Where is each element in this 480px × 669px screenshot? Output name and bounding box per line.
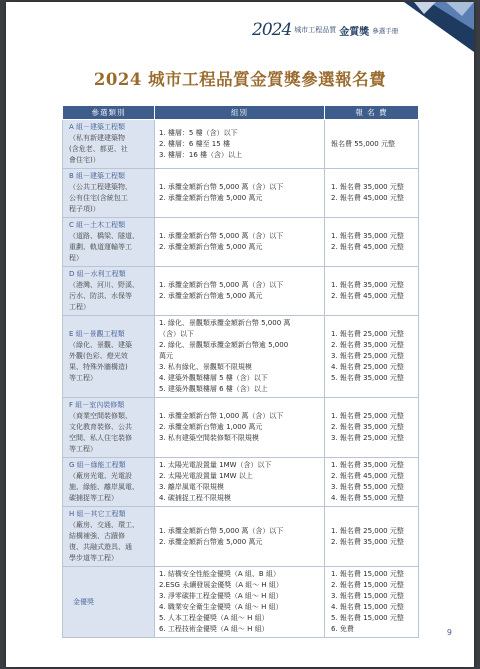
category-description-line: （綠化、景觀、建築 (69, 341, 132, 349)
category-description-line: 外觀(色彩、燈光效 (69, 352, 128, 360)
category-name: D 組－水利工程類 (69, 270, 126, 278)
group-item: 1. 承攬金額新台幣 5,000 萬（含）以下 (159, 281, 284, 289)
group-item: 3. 私有建築空間裝修類不限規模 (159, 434, 259, 442)
column-header-category: 參選類別 (63, 106, 155, 120)
header-prefix: 城市工程品質 (294, 26, 337, 34)
category-description-line: （廠房光電、光電設 (69, 472, 132, 480)
fee-item: 2. 報名費 35,000 元整 (331, 423, 404, 431)
category-description-line: 等工程） (69, 445, 97, 453)
table-row (63, 398, 419, 458)
category-name: G 組－綠能工程類 (69, 461, 126, 469)
category-description-line: 施、綠能、離岸風電、 (69, 483, 139, 491)
group-item: 2. 承攬金額新台幣逾 5,000 萬元 (159, 194, 263, 202)
table-body (63, 120, 419, 638)
fee-item: 6. 免費 (331, 625, 354, 633)
fee-item: 3. 報名費 15,000 元整 (331, 592, 404, 600)
fee-item: 2. 報名費 45,000 元整 (331, 472, 404, 480)
category-description-line: （廠房、交通、環工、 (69, 521, 139, 529)
fee-item: 1. 報名費 35,000 元整 (331, 461, 404, 469)
category-cell (63, 398, 155, 458)
category-description-line: (含危老、都更、社 (69, 145, 128, 153)
group-item: 2. 太陽光電設置量 1MW 以上 (159, 472, 253, 480)
category-description-line: 學步道等工程） (69, 554, 118, 562)
fee-cell (325, 169, 419, 218)
fee-item: 3. 報名費 25,000 元整 (331, 434, 404, 442)
category-description-line: 果、特殊外牆構造) (69, 363, 128, 371)
fee-item: 1. 報名費 25,000 元整 (331, 330, 404, 338)
group-item: 4. 職業安全衛生金優獎（A 組～ H 組） (159, 603, 283, 611)
group-item: 2. 承攬金額新台幣逾 1,000 萬元 (159, 423, 263, 431)
group-item: 萬元 (159, 352, 173, 360)
fee-item: 2. 報名費 35,000 元整 (331, 537, 404, 546)
group-item: 1. 樓層：5 樓（含）以下 (159, 128, 238, 137)
group-item: 3. 私有綠化、景觀類不限規模 (159, 363, 252, 371)
category-description-line: （公共工程建築物、 (69, 183, 132, 191)
category-cell (63, 169, 155, 218)
group-cell (155, 120, 325, 169)
header-gold: 金質獎 (339, 26, 370, 38)
fee-item: 3. 報名費 55,000 元整 (331, 483, 404, 491)
group-item: 4. 建築外觀類樓層 5 樓（含）以下 (159, 374, 268, 382)
group-item: 1. 承攬金額新台幣 1,000 萬（含）以下 (159, 412, 284, 420)
group-item: 3. 淨零碳排工程金優獎（A 組～ H 組） (159, 592, 283, 600)
category-description-line: 程子項)） (69, 205, 100, 213)
group-item: 3. 樓層：16 樓（含）以上 (159, 150, 243, 159)
category-description-line: （道路、橋梁、隧道、 (69, 232, 139, 240)
fee-item: 1. 報名費 15,000 元整 (331, 570, 404, 578)
category-description-line: 工程） (69, 303, 90, 311)
fee-cell (325, 120, 419, 169)
table-row (63, 218, 419, 267)
group-item: 2.ESG 永續發展金優獎（A 組～ H 組） (159, 581, 283, 589)
group-item: 1. 承攬金額新台幣 5,000 萬（含）以下 (159, 526, 284, 535)
header-year: 2024 (252, 20, 292, 40)
fee-item: 1. 報名費 35,000 元整 (331, 183, 404, 191)
category-description-line: （私有新建建築物 (69, 134, 125, 142)
category-name: H 組－其它工程類 (69, 510, 126, 518)
fee-cell (325, 267, 419, 316)
table-row (63, 567, 419, 638)
category-description-line: （商業空間裝修類、 (69, 412, 132, 420)
fee-item: 2. 報名費 15,000 元整 (331, 581, 404, 589)
category-name: E 組－景觀工程類 (69, 330, 125, 338)
fee-item: 2. 報名費 35,000 元整 (331, 341, 404, 349)
group-item: 1. 承攬金額新台幣 5,000 萬（含）以下 (159, 232, 284, 240)
fee-item: 報名費 55,000 元整 (331, 139, 395, 148)
table-row (63, 316, 419, 398)
document-header (252, 20, 398, 40)
fee-cell (325, 567, 419, 638)
group-cell (155, 567, 325, 638)
category-description-line: 文化教育裝修、公共 (69, 423, 132, 431)
category-cell (63, 507, 155, 567)
fee-item: 1. 報名費 25,000 元整 (331, 526, 404, 535)
fee-cell (325, 507, 419, 567)
page-number: 9 (446, 628, 452, 637)
group-item: 4. 碳捕捉工程不限規模 (159, 494, 231, 502)
table-row (63, 458, 419, 507)
group-item: 5. 建築外觀類樓層 6 樓（含）以上 (159, 385, 268, 393)
category-cell (63, 267, 155, 316)
document-page (6, 2, 474, 667)
group-cell (155, 507, 325, 567)
column-header-fee: 報 名 費 (325, 106, 419, 120)
category-description-line: 碳捕捉等工程） (69, 494, 118, 502)
fee-item: 5. 報名費 15,000 元整 (331, 614, 404, 622)
group-item: 2. 綠化、景觀類承攬金額新台幣逾 5,000 (159, 341, 289, 349)
fee-cell (325, 218, 419, 267)
fee-item: 2. 報名費 45,000 元整 (331, 243, 404, 251)
category-description-line: 程） (69, 254, 83, 262)
category-cell (63, 120, 155, 169)
fee-item: 1. 報名費 35,000 元整 (331, 281, 404, 289)
category-name: B 組－建築工程類 (69, 172, 126, 180)
group-item: 2. 承攬金額新台幣逾 5,000 萬元 (159, 537, 263, 546)
group-cell (155, 458, 325, 507)
group-item: 3. 離岸風電不限規模 (159, 483, 224, 491)
fee-item: 2. 報名費 45,000 元整 (331, 194, 404, 202)
category-cell (63, 458, 155, 507)
fee-item: 5. 報名費 35,000 元整 (331, 374, 404, 382)
group-item: 1. 太陽光電設置量 1MW（含）以下 (159, 461, 272, 469)
group-cell (155, 218, 325, 267)
table-row (63, 120, 419, 169)
group-cell (155, 316, 325, 398)
group-item: 2. 樓層：6 樓至 15 樓 (159, 139, 230, 148)
column-header-group: 組別 (155, 106, 325, 120)
fee-table (62, 105, 419, 638)
table-row (63, 267, 419, 316)
category-description-line: 空間、私人住宅裝修 (69, 434, 132, 442)
category-name: C 組－土木工程類 (69, 221, 126, 229)
fee-item: 4. 報名費 25,000 元整 (331, 363, 404, 371)
group-item: （含）以下 (159, 330, 194, 338)
category-cell (63, 218, 155, 267)
group-item: 5. 人本工程金優獎（A 組～ H 組） (159, 614, 269, 622)
group-cell (155, 169, 325, 218)
group-item: 1. 綠化、景觀類承攬金額新台幣 5,000 萬 (159, 319, 291, 327)
group-item: 2. 承攬金額新台幣逾 5,000 萬元 (159, 243, 263, 251)
group-item: 1. 承攬金額新台幣 5,000 萬（含）以下 (159, 183, 284, 191)
group-item: 1. 結構安全性能金優獎（A 組、B 組） (159, 570, 280, 578)
table-row (63, 169, 419, 218)
category-name: A 組－建築工程類 (69, 123, 126, 131)
category-description-line: （港灣、河川、野溪、 (69, 281, 139, 289)
fee-cell (325, 316, 419, 398)
category-name: 金優獎 (73, 597, 94, 606)
fee-item: 1. 報名費 25,000 元整 (331, 412, 404, 420)
group-cell (155, 398, 325, 458)
category-description-line: 污水、防洪、水保等 (69, 292, 132, 300)
fee-cell (325, 398, 419, 458)
category-description-line: 公有住宅(含統包工 (69, 194, 128, 202)
category-description-line: 重劃、軌道運輸等工 (69, 243, 132, 251)
header-suffix: 參選手冊 (372, 26, 399, 35)
fee-item: 3. 報名費 25,000 元整 (331, 352, 404, 360)
category-description-line: 會住宅)） (69, 156, 100, 164)
category-name: F 組－室內裝修類 (69, 401, 125, 409)
category-cell (63, 316, 155, 398)
category-description-line: 結構補強、古蹟修 (69, 532, 125, 540)
page-title: 2024 城市工程品質金質獎參選報名費 (93, 70, 387, 89)
table-row (63, 507, 419, 567)
group-item: 6. 工程技術金優獎（A 組～ H 組） (159, 625, 269, 633)
table-header-row (63, 106, 419, 120)
group-cell (155, 267, 325, 316)
category-description-line: 等工程） (69, 374, 97, 382)
fee-item: 2. 報名費 45,000 元整 (331, 292, 404, 300)
fee-item: 4. 報名費 15,000 元整 (331, 603, 404, 611)
category-description-line: 復、共融式遊具、通 (69, 543, 132, 551)
group-item: 2. 承攬金額新台幣逾 5,000 萬元 (159, 292, 263, 300)
fee-item: 4. 報名費 55,000 元整 (331, 494, 404, 502)
fee-cell (325, 458, 419, 507)
category-cell (63, 567, 155, 638)
fee-item: 1. 報名費 35,000 元整 (331, 232, 404, 240)
